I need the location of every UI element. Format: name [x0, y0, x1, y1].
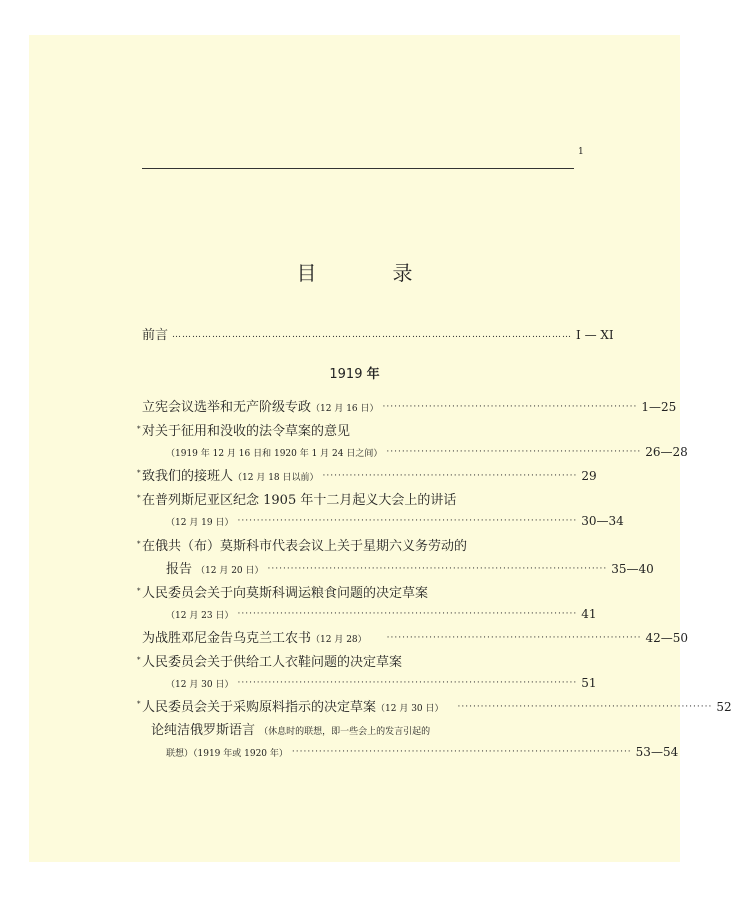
toc-entry[interactable] [137, 539, 574, 555]
toc-entry-continuation[interactable] [166, 561, 654, 579]
year-number: 1919 [329, 367, 363, 382]
entry-pages: 42—50 [645, 631, 689, 645]
entry-pages: 30—34 [581, 514, 624, 528]
header-rule [142, 168, 574, 169]
entry-date: （12 月 16 日） [311, 404, 379, 414]
entry-title: 人民委员会关于供给工人衣鞋问题的决定草案 [142, 655, 403, 670]
leader-dots: ·································································· [386, 633, 642, 643]
entry-title: 为战胜邓尼金告乌克兰工农书 [142, 631, 312, 646]
entry-pages: 35—40 [611, 562, 654, 576]
entry-title: 人民委员会关于向莫斯科调运粮食问题的决定草案 [142, 586, 429, 601]
entry-title: 立宪会议选举和无产阶级专政 [142, 400, 312, 415]
entry-date: （12 月 28） [311, 635, 367, 645]
entry-title: 前言 [142, 328, 169, 343]
entry-pages: 26—28 [645, 445, 688, 459]
entry-pages: I — XI [576, 328, 614, 342]
toc-entry[interactable] [137, 468, 597, 486]
toc-entry-preface[interactable] [142, 327, 614, 345]
entry-title: 论纯洁俄罗斯语言 [151, 723, 256, 738]
page-sheet [29, 35, 732, 862]
entry-note: （12 月 23 日） [166, 611, 234, 621]
asterisk-mark: * [137, 540, 141, 548]
toc-entry[interactable] [137, 424, 574, 440]
entry-pages: 29 [581, 469, 597, 483]
asterisk-mark: * [137, 494, 141, 502]
entry-pages: 53—54 [635, 745, 679, 759]
toc-entry-continuation[interactable] [166, 513, 624, 531]
leader-dots: ·································································· [386, 447, 642, 457]
entry-note: （12 月 20 日） [196, 566, 264, 576]
entry-note: （1919 年 12 月 16 日和 1920 年 1 月 24 日之间） [166, 449, 383, 459]
entry-note: （12 月 19 日） [166, 518, 234, 528]
entry-title: 在普列斯尼亚区纪念 1905 年十二月起义大会上的讲话 [142, 493, 457, 508]
toc-entry[interactable] [142, 399, 677, 417]
entry-title: 在俄共（布）莫斯科市代表会议上关于星期六义务劳动的 [142, 539, 468, 554]
entry-pages: 1—25 [641, 400, 677, 414]
asterisk-mark: * [137, 425, 141, 433]
page-number: 1 [578, 147, 584, 157]
entry-note: （12 月 30 日） [166, 680, 234, 690]
entry-pages: 52 [716, 700, 732, 714]
entry-date: （12 月 18 日以前） [233, 473, 319, 483]
leader-dots: ························································································ [267, 564, 608, 574]
entry-date: （12 月 30 日） [376, 704, 444, 714]
toc-entry-continuation[interactable] [166, 744, 679, 762]
entry-title: 致我们的接班人 [142, 469, 234, 484]
toc-entry[interactable] [142, 630, 689, 648]
leader-dots: ·································································· [322, 471, 578, 481]
asterisk-mark: * [137, 656, 141, 664]
toc-entry[interactable] [137, 699, 732, 717]
asterisk-mark: * [137, 587, 141, 595]
entry-date: （休息时的联想，即一些会上的发言引起的 [259, 727, 431, 737]
leader-dots: ………………………………………………………………………………………………………… [172, 330, 573, 340]
entry-title-cont: 报告 [166, 562, 193, 577]
entry-note: 联想）（1919 年或 1920 年） [166, 749, 288, 759]
toc-entry[interactable] [137, 493, 574, 509]
leader-dots: ························································································ [237, 516, 578, 526]
entry-title: 人民委员会关于采购原料指示的决定草案 [142, 700, 377, 715]
asterisk-mark: * [137, 469, 141, 477]
entry-title: 对关于征用和没收的法令草案的意见 [142, 424, 351, 439]
year-suffix: 年 [366, 367, 380, 382]
leader-dots: ························································································ [237, 678, 578, 688]
asterisk-mark: * [137, 700, 141, 708]
toc-entry-continuation[interactable] [166, 606, 597, 624]
toc-entry-continuation[interactable] [166, 444, 688, 462]
toc-entry[interactable] [137, 655, 574, 671]
entry-pages: 41 [581, 607, 597, 621]
year-heading [29, 363, 680, 382]
leader-dots: ························································································ [237, 609, 578, 619]
leader-dots: ························································································ [291, 747, 632, 757]
entry-pages: 51 [581, 676, 597, 690]
page-title: 目 录 [296, 261, 441, 285]
leader-dots: ·································································· [382, 402, 638, 412]
leader-dots: ·································································· [457, 702, 713, 712]
toc-entry[interactable] [151, 723, 574, 740]
toc-entry-continuation[interactable] [166, 675, 597, 693]
toc-entry[interactable] [137, 586, 574, 602]
